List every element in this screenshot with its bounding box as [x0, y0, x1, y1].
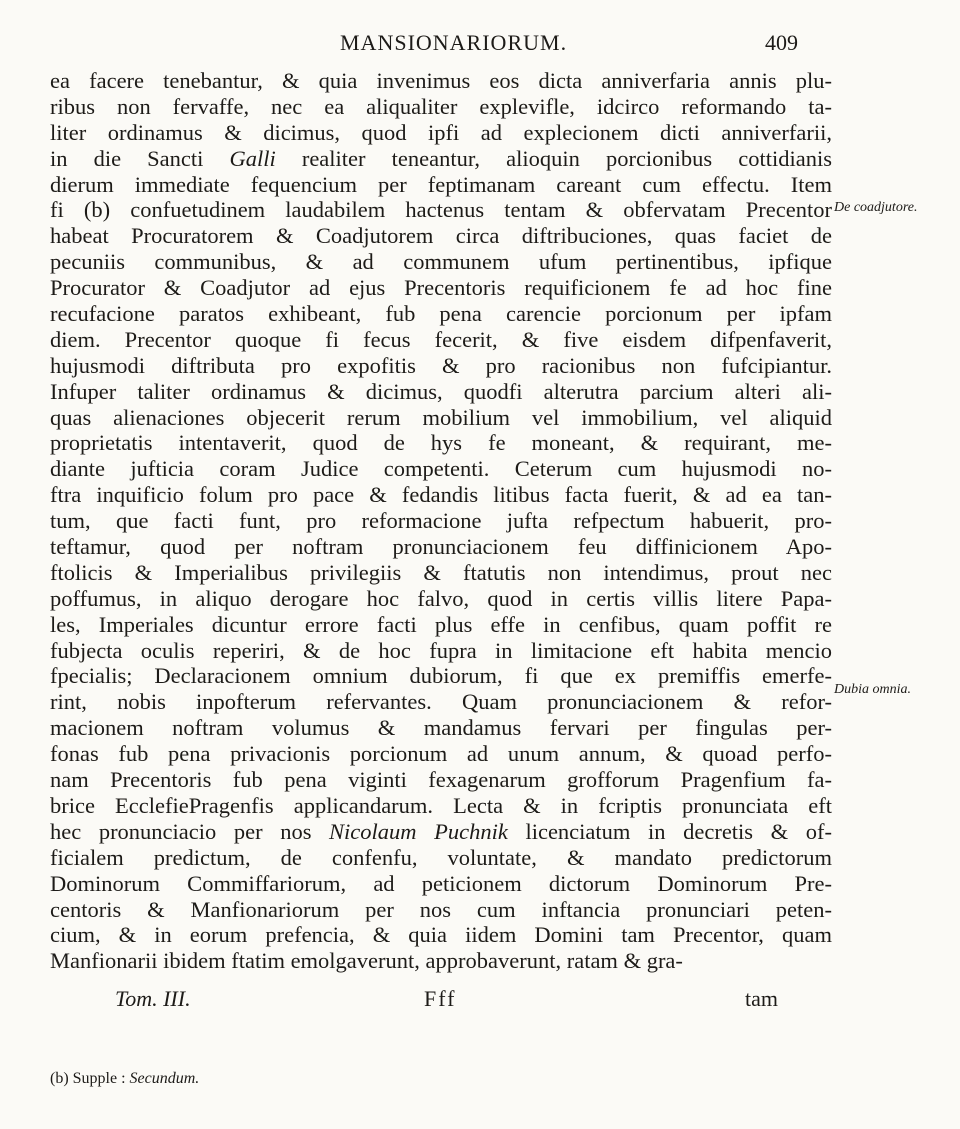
text-line: fi (b) confuetudinem laudabilem hactenus tentam & obfervatam Precentor	[50, 197, 832, 223]
text-line: in die Sancti Galli realiter teneantur, alioquin porcionibus cottidianis	[50, 145, 832, 171]
page-footer	[0, 986, 960, 1016]
volume-mark: Tom. III.	[115, 986, 191, 1011]
marginal-note-coadjutor: De coadjutore.	[834, 200, 918, 215]
text-line: hujusmodi diftributa pro expofitis & pro racionibus non fufcipiantur.	[50, 352, 832, 378]
text-line: fonas fub pena privacionis porcionum ad unum annum, & quoad perfo-	[50, 741, 832, 767]
text-line: Manfionarii ibidem ftatim emolgaverunt, approbaverunt, ratam & gra-	[50, 948, 683, 974]
marginal-note-dubia: Dubia omnia.	[834, 682, 911, 697]
text-line: recufacione paratos exhibeant, fub pena carencie porcionum per ipfam	[50, 301, 832, 327]
text-line: brice EcclefiePragenfis applicandarum. Lecta & in fcriptis pronunciata eft	[50, 792, 832, 818]
text-line: proprietatis intentaverit, quod de hys fe moneant, & requirant, me-	[50, 430, 832, 456]
text-line: Procurator & Coadjutor ad ejus Precentoris requificionem fe ad hoc fine	[50, 275, 832, 301]
text-line: ficialem predictum, de confenfu, voluntate, & mandato predictorum	[50, 844, 832, 870]
catchword: tam	[745, 986, 778, 1011]
text-line: quas alienaciones objecerit rerum mobilium vel immobilium, vel aliquid	[50, 404, 832, 430]
text-line: Dominorum Commiffariorum, ad peticionem dictorum Dominorum Pre-	[50, 870, 832, 896]
running-title: MANSIONARIORUM.	[340, 30, 568, 55]
text-line: ea facere tenebantur, & quia invenimus eos dicta anniverfaria annis plu-	[50, 68, 832, 93]
text-line: les, Imperiales dicuntur errore facti plus effe in cenfibus, quam poffit re	[50, 611, 832, 637]
text-line: ftra inquificio folum pro pace & fedandis litibus facta fuerit, & ad ea tan-	[50, 482, 832, 508]
text-line: macionem noftram volumus & mandamus fervari per fingulas per-	[50, 715, 832, 741]
page-number: 409	[765, 30, 798, 55]
text-line: habeat Procuratorem & Coadjutorem circa diftribuciones, quas faciet de	[50, 223, 832, 249]
text-line: diante jufticia coram Judice competenti. Ceterum cum hujusmodi no-	[50, 456, 832, 482]
footnote-word: Secundum.	[129, 1070, 200, 1087]
text-line: pecuniis communibus, & ad communem ufum pertinentibus, ipfique	[50, 249, 832, 275]
text-line: nam Precentoris fub pena viginti fexagenarum grofforum Pragenfium fa-	[50, 767, 832, 793]
signature-mark: Fff	[424, 986, 457, 1011]
footnote-marker: (b)	[50, 1070, 69, 1087]
footnote	[50, 1070, 199, 1088]
text-line: dierum immediate fequencium per feptimanam careant cum effectu. Item	[50, 171, 832, 197]
footnote-text: Supple :	[72, 1070, 126, 1087]
text-line: fubjecta oculis reperiri, & de hoc fupra in limitacione eft habita mencio	[50, 637, 832, 663]
text-line: liter ordinamus & dicimus, quod ipfi ad explecionem dicti anniverfarii,	[50, 119, 832, 145]
text-line: poffumus, in aliquo derogare hoc falvo, quod in certis villis litere Papa-	[50, 585, 832, 611]
text-line: tum, que facti funt, pro reformacione jufta refpectum habuerit, pro-	[50, 508, 832, 534]
text-line: ftolicis & Imperialibus privilegiis & ftatutis non intendimus, prout nec	[50, 559, 832, 585]
text-line: centoris & Manfionariorum per nos cum inftancia pronunciari peten-	[50, 896, 832, 922]
text-line: hec pronunciacio per nos Nicolaum Puchnik licenciatum in decretis & of-	[50, 818, 832, 844]
text-line: fpecialis; Declaracionem omnium dubiorum, fi que ex premiffis emerfe-	[50, 663, 832, 689]
text-line: cium, & in eorum prefencia, & quia iidem Domini tam Precentor, quam	[50, 922, 832, 948]
text-line: teftamur, quod per noftram pronunciacionem feu diffinicionem Apo-	[50, 534, 832, 560]
text-line: rint, nobis inpofterum refervantes. Quam pronunciacionem & refor-	[50, 689, 832, 715]
text-line: diem. Precentor quoque fi fecus fecerit, & five eisdem difpenfaverit,	[50, 326, 832, 352]
text-line: ribus non fervaffe, nec ea aliqualiter explevifle, idcirco reformando ta-	[50, 93, 832, 119]
body-text	[50, 68, 832, 974]
text-line: Infuper taliter ordinamus & dicimus, quodfi alterutra parcium alteri ali-	[50, 378, 832, 404]
